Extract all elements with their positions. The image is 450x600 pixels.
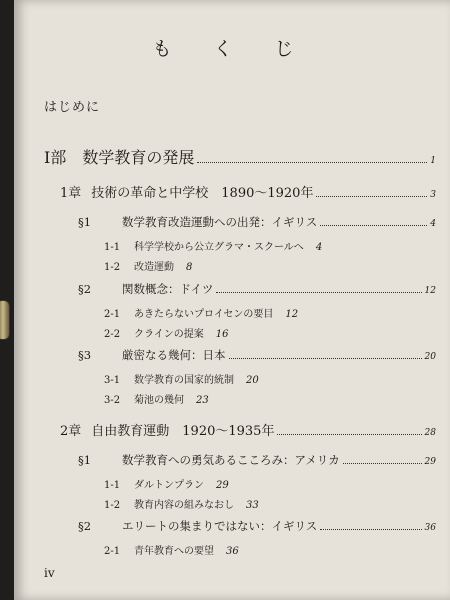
toc-chapter-1 [60,182,436,201]
subsection-page: 4 [315,242,323,253]
subsection-page: 20 [246,375,259,386]
subsection-tag: 1-1 [104,480,121,491]
leader-dots [316,196,427,197]
subsection-tag: 1-1 [104,242,121,253]
subsection-tag: 3-2 [104,395,121,406]
toc-subsection [104,496,259,511]
page-title: も く じ [152,38,312,60]
leader-dots [343,463,422,464]
toc-section-2-2 [78,518,436,534]
subsection-label: 科学学校から公立グラマ・スクールへ [134,242,304,253]
subsection-label: 青年教育への要望 [134,546,214,557]
section-label: エリートの集まりではない：イギリス [122,519,318,533]
subsection-page: 16 [215,329,229,340]
section-label: 厳密なる幾何：日本 [122,348,226,362]
toc-subsection [104,238,322,253]
toc-subsection [104,371,259,386]
page-folio: iv [44,566,55,580]
toc-section-2-1 [78,452,436,468]
book-page [14,0,450,600]
subsection-tag: 1-2 [104,262,121,273]
toc-part-1-label: I部 数学教育の発展 [44,148,195,167]
toc-section-1-3 [78,347,436,363]
subsection-page: 23 [196,395,209,406]
toc-chapter-2 [60,420,436,439]
subsection-label: クラインの提案 [134,329,204,340]
toc-subsection [104,476,229,491]
subsection-tag: 2-1 [104,546,121,557]
section-tag: §1 [78,453,92,467]
toc-chapter-1-page: 3 [430,190,436,200]
subsection-tag: 3-1 [104,375,121,386]
toc-chapter-2-tag: 2章 [60,424,82,439]
section-page: 12 [424,286,436,296]
toc-subsection [104,325,228,340]
subsection-tag: 1-2 [104,500,121,511]
toc-subsection [104,305,298,320]
section-page: 20 [424,352,436,362]
subsection-label: あきたらないプロイセンの要目 [134,309,274,320]
toc-intro: はじめに [44,100,101,115]
subsection-tag: 2-2 [104,329,121,340]
subsection-label: ダルトンプラン [134,480,204,491]
toc-subsection [104,258,192,273]
section-label: 数学教育への勇気あるこころみ：アメリカ [122,453,340,467]
binder-ring [0,300,10,340]
subsection-page: 8 [186,262,193,273]
toc-chapter-1-tag: 1章 [60,186,82,201]
subsection-page: 36 [226,546,239,557]
toc-subsection [104,391,209,406]
leader-dots [216,292,421,293]
subsection-label: 教育内容の組みなおし [134,500,234,511]
section-tag: §2 [78,519,92,533]
section-page: 29 [424,457,436,467]
subsection-page: 29 [216,480,229,491]
section-page: 36 [424,523,436,533]
leader-dots [320,529,421,530]
section-label: 数学教育改造運動への出発：イギリス [122,215,318,229]
leader-dots [229,358,422,359]
toc-chapter-2-label: 自由教育運動 1920〜1935年 [91,424,275,439]
section-tag: §2 [78,282,92,296]
subsection-label: 改造運動 [134,262,174,273]
toc-part-1-page: 1 [430,156,436,166]
section-tag: §1 [78,215,92,229]
leader-dots [197,162,427,163]
section-tag: §3 [78,348,92,362]
toc-chapter-2-page: 28 [424,428,436,438]
toc-section-1-2 [78,281,436,297]
subsection-page: 33 [246,500,259,511]
toc-part-1 [44,145,436,168]
leader-dots [320,225,427,226]
subsection-label: 数学教育の国家的統制 [134,375,234,386]
subsection-label: 菊池の幾何 [134,395,184,406]
subsection-page: 12 [285,309,299,320]
subsection-tag: 2-1 [104,309,121,320]
toc-chapter-1-label: 技術の革命と中学校 1890〜1920年 [91,186,314,201]
toc-section-1-1 [78,214,436,230]
section-page: 4 [430,219,436,229]
toc-subsection [104,542,239,557]
section-label: 関数概念：ドイツ [122,282,214,296]
leader-dots [277,434,421,435]
